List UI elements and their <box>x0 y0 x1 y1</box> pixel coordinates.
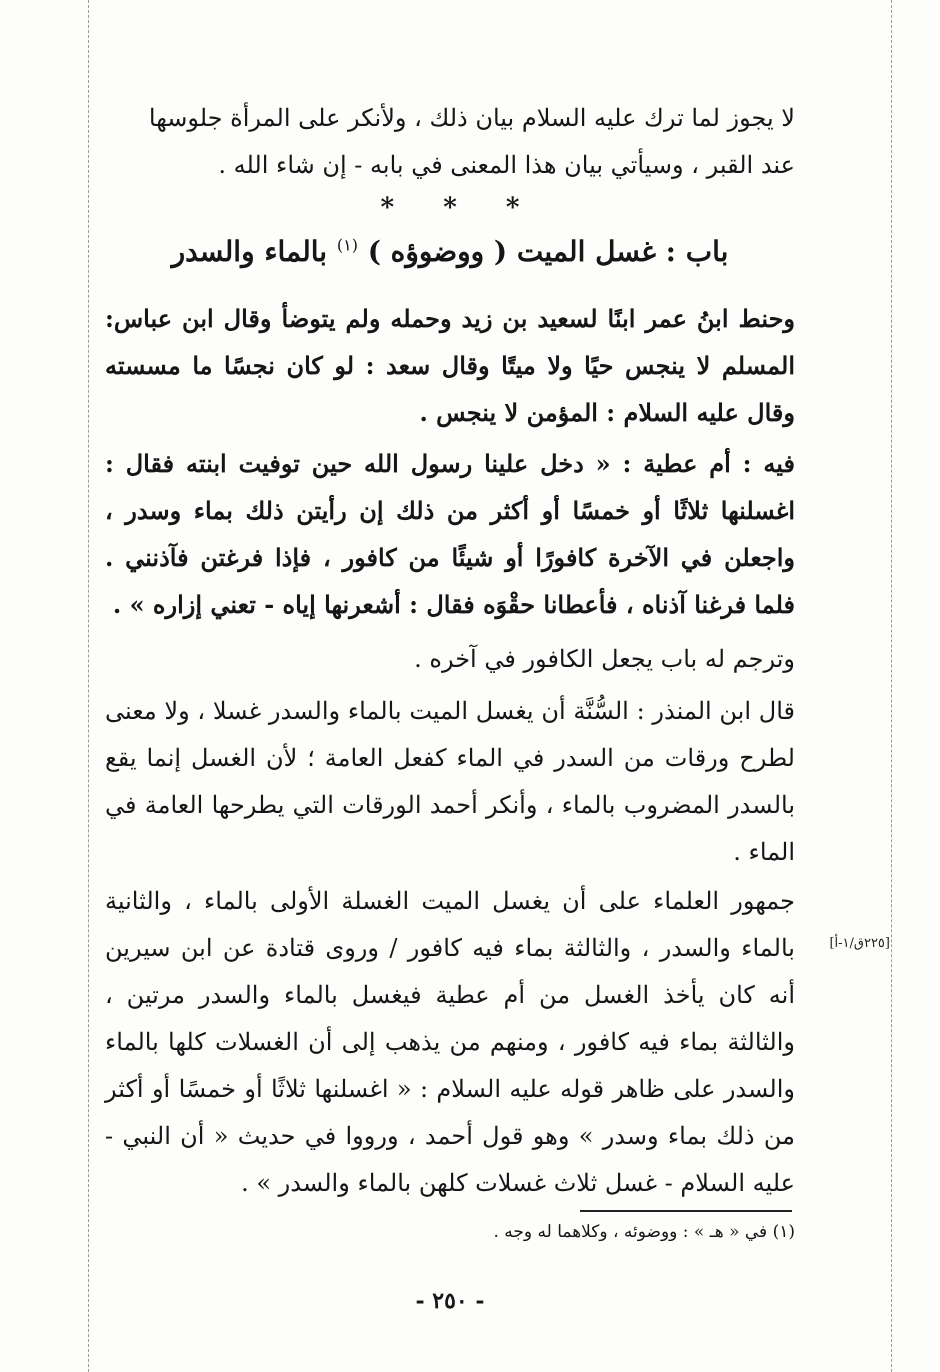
intro-line-2: عند القبر ، وسيأتي بيان هذا المعنى في بابه - إن شاء الله . <box>218 151 795 179</box>
right-margin-line <box>891 0 892 1372</box>
chapter-heading <box>105 235 795 268</box>
left-margin-line <box>88 0 89 1372</box>
intro-text <box>105 95 795 189</box>
footnote: (١) في « هـ » : ووضوئه ، وكلاهما له وجه . <box>493 1222 795 1242</box>
paragraph-2: فيه : أم عطية : « دخل علينا رسول الله حين توفيت ابنته فقال : اغسلنها ثلاثًا أو خمسًا أو أكثر من ذلك إن رأيتن ذلك بماء وسدر ، واجعلن في الآخرة كافورًا أو شيئًا من كافور ، فإذا فرغتن فآذنني . فلما فرغنا آذناه ، فأعطانا حقْوَه فقال : أشعرنها إياه - تعني إزاره » . <box>105 449 795 619</box>
section-separator: * * * <box>380 193 520 223</box>
paragraph-5: جمهور العلماء على أن يغسل الميت الغسلة الأولى بالماء ، والثانية بالماء والسدر ، والثالثة بماء فيه كافور / وروى قتادة عن ابن سيرين أنه كان يأخذ الغسل من أم عطية فيغسل بالماء والسدر مرتين ، والثالثة بماء فيه كافور ، ومنهم من يذهب إلى أن الغسلات كلها بالماء والسدر على ظاهر قوله عليه السلام : « اغسلنها ثلاثًا أو خمسًا أو أكثر من ذلك بماء وسدر » وهو قول أحمد ، ورووا في حديث « أن النبي - عليه السلام - غسل ثلاث غسلات كلهن بالماء والسدر » . <box>105 887 795 1197</box>
chapter-title-before: باب : غسل الميت ( ووضوؤه ) <box>367 235 729 268</box>
paragraph-1: وحنط ابنُ عمر ابنًا لسعيد بن زيد وحمله ولم يتوضأ وقال ابن عباس: المسلم لا ينجس حيًا ولا ميتًا وقال سعد : لو كان نجسًا ما مسسته وقال عليه السلام : المؤمن لا ينجس . <box>105 304 796 427</box>
page-number: - ٢٥٠ - <box>415 1288 485 1314</box>
manuscript-folio-note: [٢٢٥ق/١-أ] <box>829 936 890 951</box>
footnote-marker: (١) <box>336 235 358 255</box>
paragraph-4: قال ابن المنذر : السُّنَّة أن يغسل الميت بالماء والسدر غسلا ، ولا معنى لطرح ورقات من السدر في الماء كفعل العامة ؛ لأن الغسل إنما يقع بالسدر المضروب بالماء ، وأنكر أحمد الورقات التي يطرحها العامة في الماء . <box>105 697 795 866</box>
chapter-title-after: بالماء والسدر <box>171 235 328 268</box>
paragraph-3: وترجم له باب يجعل الكافور في آخره . <box>414 645 795 673</box>
intro-line-1: لا يجوز لما ترك عليه السلام بيان ذلك ، ولأنكر على المرأة جلوسها <box>148 104 795 132</box>
footnote-rule <box>580 1210 792 1212</box>
